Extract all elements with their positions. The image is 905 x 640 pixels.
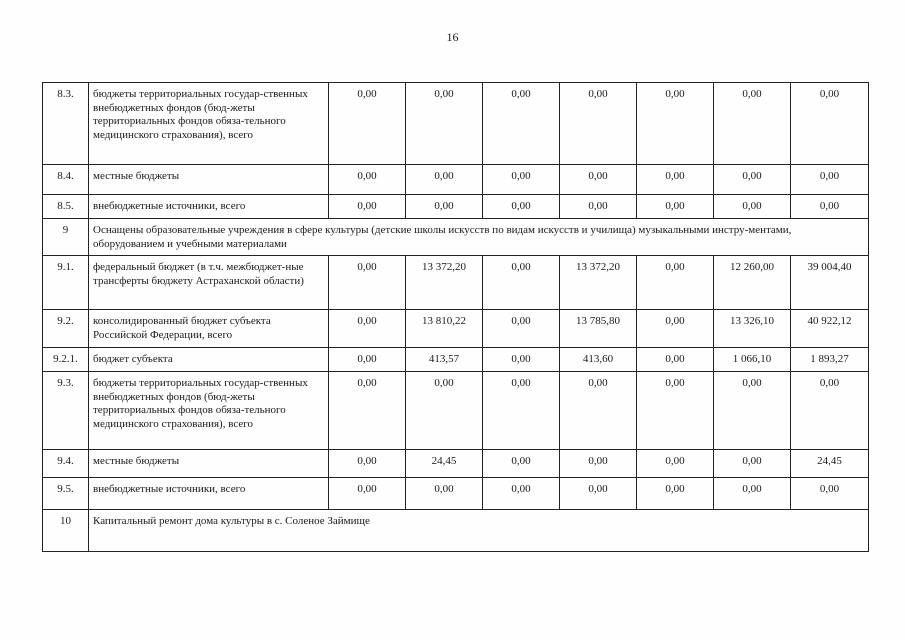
row-number: 8.5. <box>43 195 89 219</box>
value-cell: 0,00 <box>483 450 560 478</box>
table-row <box>43 165 869 195</box>
table-row <box>43 478 869 510</box>
value-cell: 0,00 <box>406 83 483 165</box>
row-description: внебюджетные источники, всего <box>89 195 329 219</box>
row-number: 9.4. <box>43 450 89 478</box>
value-cell: 0,00 <box>791 478 869 510</box>
value-cell: 0,00 <box>637 478 714 510</box>
row-description: местные бюджеты <box>89 450 329 478</box>
row-number: 9.2.1. <box>43 348 89 372</box>
section-row <box>43 219 869 256</box>
value-cell: 0,00 <box>714 450 791 478</box>
value-cell: 12 260,00 <box>714 256 791 310</box>
value-cell: 0,00 <box>560 195 637 219</box>
budget-table-body <box>43 83 869 552</box>
value-cell: 0,00 <box>406 165 483 195</box>
value-cell: 13 326,10 <box>714 310 791 348</box>
value-cell: 0,00 <box>637 310 714 348</box>
value-cell: 0,00 <box>637 195 714 219</box>
value-cell: 0,00 <box>637 165 714 195</box>
row-description: бюджеты территориальных государ-ственных внебюджетных фондов (бюд-жеты территориальных фондов обяза-тельного медицинского страхования), всего <box>89 372 329 450</box>
table-row <box>43 348 869 372</box>
value-cell: 0,00 <box>406 195 483 219</box>
value-cell: 13 372,20 <box>406 256 483 310</box>
value-cell: 0,00 <box>637 348 714 372</box>
value-cell: 0,00 <box>483 83 560 165</box>
row-description: консолидированный бюджет субъекта Российской Федерации, всего <box>89 310 329 348</box>
value-cell: 1 893,27 <box>791 348 869 372</box>
row-number: 9.1. <box>43 256 89 310</box>
value-cell: 0,00 <box>483 372 560 450</box>
value-cell: 0,00 <box>791 165 869 195</box>
value-cell: 0,00 <box>637 83 714 165</box>
page-number: 16 <box>446 30 459 44</box>
value-cell: 0,00 <box>483 478 560 510</box>
value-cell: 13 810,22 <box>406 310 483 348</box>
table-row <box>43 256 869 310</box>
table-row <box>43 310 869 348</box>
value-cell: 24,45 <box>791 450 869 478</box>
value-cell: 0,00 <box>714 372 791 450</box>
value-cell: 24,45 <box>406 450 483 478</box>
value-cell: 0,00 <box>560 478 637 510</box>
row-description: бюджеты территориальных государ-ственных внебюджетных фондов (бюд-жеты территориальных фондов обяза-тельного медицинского страхования), всего <box>89 83 329 165</box>
table-row <box>43 83 869 165</box>
table-row <box>43 450 869 478</box>
value-cell: 0,00 <box>483 348 560 372</box>
value-cell: 0,00 <box>329 478 406 510</box>
value-cell: 0,00 <box>714 83 791 165</box>
value-cell: 39 004,40 <box>791 256 869 310</box>
table-row <box>43 372 869 450</box>
value-cell: 0,00 <box>483 310 560 348</box>
value-cell: 0,00 <box>714 165 791 195</box>
section-row <box>43 510 869 552</box>
value-cell: 0,00 <box>560 83 637 165</box>
value-cell: 0,00 <box>714 195 791 219</box>
value-cell: 0,00 <box>329 450 406 478</box>
value-cell: 0,00 <box>406 478 483 510</box>
value-cell: 0,00 <box>637 450 714 478</box>
value-cell: 0,00 <box>560 372 637 450</box>
value-cell: 0,00 <box>560 165 637 195</box>
row-description: местные бюджеты <box>89 165 329 195</box>
value-cell: 0,00 <box>329 165 406 195</box>
section-title: Оснащены образовательные учреждения в сфере культуры (детские школы искусств по видам искусств и училища) музыкальными инстру-ментами, оборудованием и учебными материалами <box>89 219 869 256</box>
row-number: 9.3. <box>43 372 89 450</box>
table-row <box>43 195 869 219</box>
row-number: 9.5. <box>43 478 89 510</box>
value-cell: 0,00 <box>637 256 714 310</box>
value-cell: 413,57 <box>406 348 483 372</box>
value-cell: 0,00 <box>791 195 869 219</box>
value-cell: 0,00 <box>406 372 483 450</box>
value-cell: 0,00 <box>329 256 406 310</box>
section-title: Капитальный ремонт дома культуры в с. Соленое Займище <box>89 510 869 552</box>
row-number: 8.4. <box>43 165 89 195</box>
value-cell: 0,00 <box>483 165 560 195</box>
value-cell: 0,00 <box>329 348 406 372</box>
value-cell: 40 922,12 <box>791 310 869 348</box>
value-cell: 13 372,20 <box>560 256 637 310</box>
row-number: 9.2. <box>43 310 89 348</box>
budget-table <box>42 82 869 552</box>
row-number: 8.3. <box>43 83 89 165</box>
value-cell: 0,00 <box>329 310 406 348</box>
value-cell: 413,60 <box>560 348 637 372</box>
value-cell: 0,00 <box>329 372 406 450</box>
value-cell: 0,00 <box>791 372 869 450</box>
row-description: федеральный бюджет (в т.ч. межбюджет-ные трансферты бюджету Астраханской области) <box>89 256 329 310</box>
value-cell: 0,00 <box>714 478 791 510</box>
value-cell: 0,00 <box>791 83 869 165</box>
value-cell: 0,00 <box>637 372 714 450</box>
value-cell: 0,00 <box>329 83 406 165</box>
value-cell: 0,00 <box>483 256 560 310</box>
section-number: 10 <box>43 510 89 552</box>
row-description: бюджет субъекта <box>89 348 329 372</box>
section-number: 9 <box>43 219 89 256</box>
value-cell: 13 785,80 <box>560 310 637 348</box>
value-cell: 0,00 <box>560 450 637 478</box>
value-cell: 1 066,10 <box>714 348 791 372</box>
row-description: внебюджетные источники, всего <box>89 478 329 510</box>
value-cell: 0,00 <box>329 195 406 219</box>
value-cell: 0,00 <box>483 195 560 219</box>
